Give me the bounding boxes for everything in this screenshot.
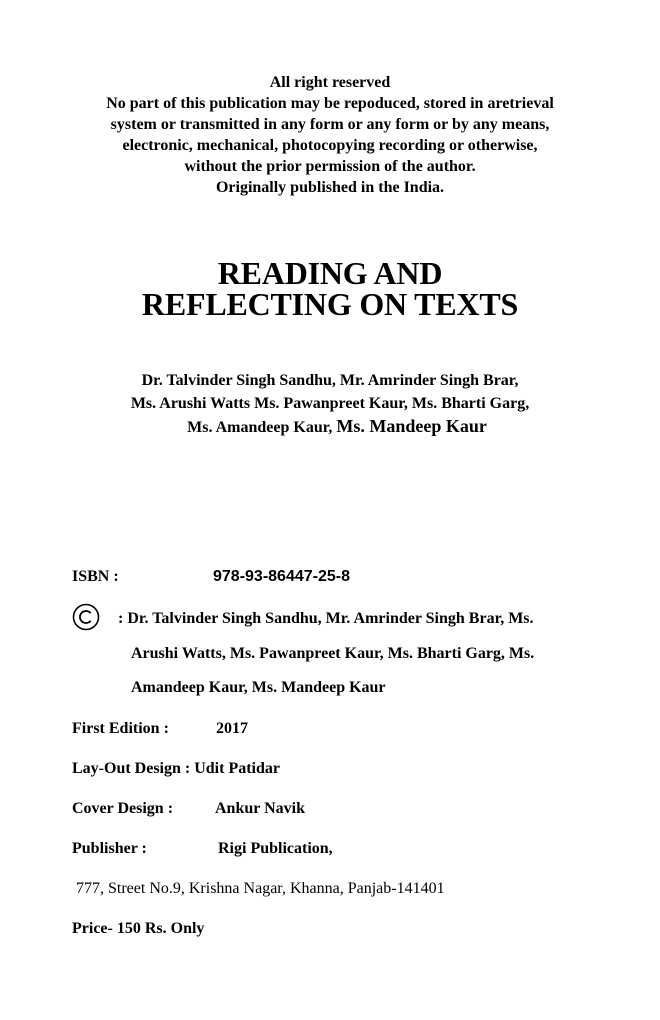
rights-line: without the prior permission of the author.: [184, 158, 476, 175]
price-line: Price- 150 Rs. Only: [72, 920, 205, 937]
isbn-value: 978-93-86447-25-8: [213, 568, 350, 585]
edition-label: First Edition :: [72, 720, 169, 737]
author-line-2: Ms. Arushi Watts Ms. Pawanpreet Kaur, Ms. Bharti Garg,: [130, 395, 530, 412]
rights-line: electronic, mechanical, photocopying recording or otherwise,: [122, 137, 538, 154]
copyright-holders-line-3: Amandeep Kaur, Ms. Mandeep Kaur: [131, 679, 386, 696]
isbn-label: ISBN :: [72, 568, 119, 585]
cover-design-label: Cover Design :: [72, 800, 174, 817]
copyright-holders-line-2: Arushi Watts, Ms. Pawanpreet Kaur, Ms. Bharti Garg, Ms.: [131, 645, 535, 662]
author-list: [40, 369, 620, 439]
rights-line: No part of this publication may be repoduced, stored in aretrieval: [106, 95, 554, 112]
publisher-address: 777, Street No.9, Krishna Nagar, Khanna, Panjab-141401: [76, 880, 445, 897]
cover-design-value: Ankur Navik: [215, 800, 305, 817]
rights-notice: [40, 72, 620, 198]
book-title-line-1: READING AND: [217, 255, 443, 291]
author-name: Ms. Mandeep Kaur: [336, 416, 487, 436]
publisher-label: Publisher :: [72, 840, 147, 857]
copyright-icon: [72, 603, 100, 631]
origin-line: Originally published in the India.: [215, 179, 445, 196]
edition-value: 2017: [216, 720, 248, 737]
author-line-1: Dr. Talvinder Singh Sandhu, Mr. Amrinder Singh Brar,: [141, 372, 519, 389]
rights-line: system or transmitted in any form or any form or by any means,: [110, 116, 550, 133]
author-name: Ms. Amandeep Kaur,: [187, 419, 333, 436]
publisher-value: Rigi Publication,: [218, 840, 333, 857]
author-line-3: [40, 415, 620, 439]
rights-heading: All right reserved: [269, 74, 391, 91]
book-title-line-2: REFLECTING ON TEXTS: [141, 286, 519, 322]
layout-design-credit: Lay-Out Design : Udit Patidar: [72, 760, 280, 777]
copyright-holders-line-1: : Dr. Talvinder Singh Sandhu, Mr. Amrinder Singh Brar, Ms.: [118, 610, 534, 627]
book-title: [40, 255, 620, 322]
